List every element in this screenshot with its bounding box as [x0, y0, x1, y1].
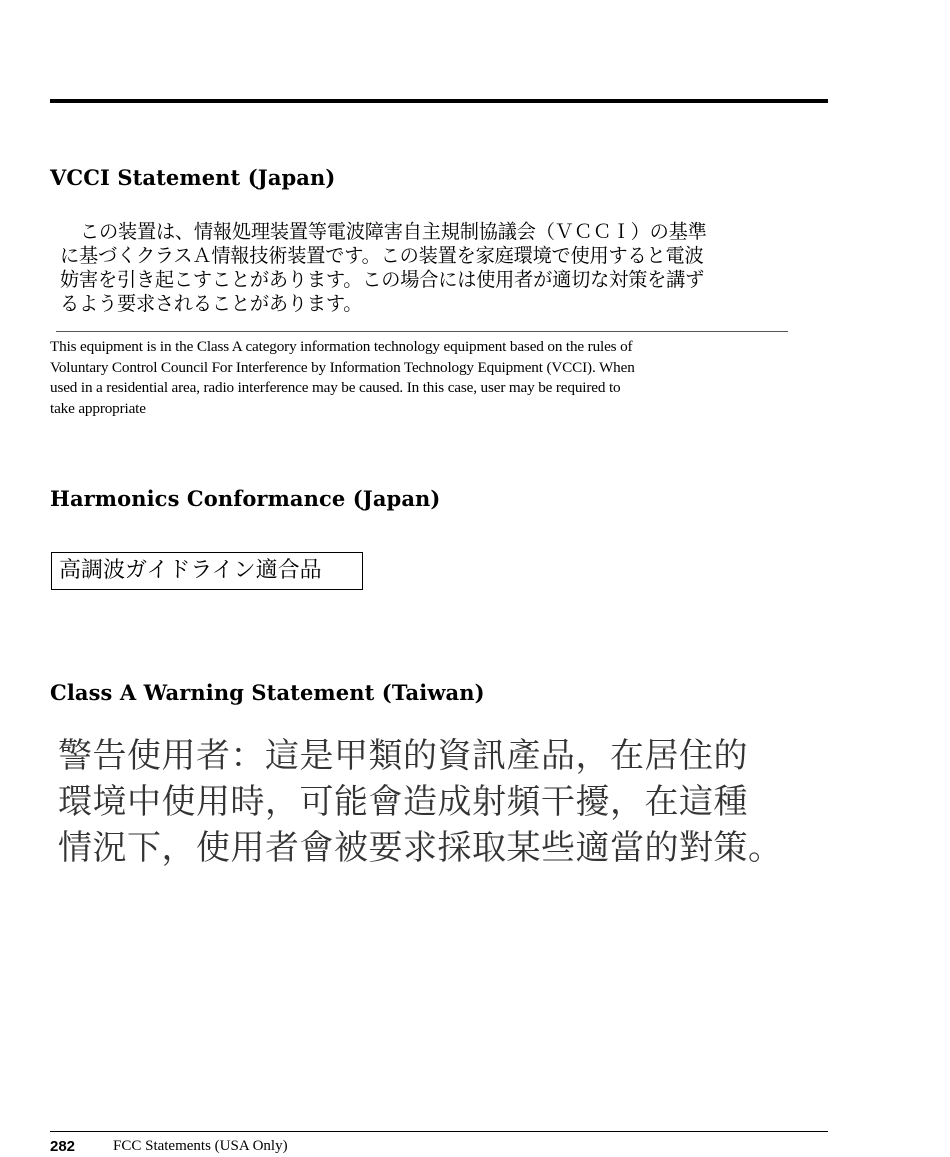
- vcci-japanese-statement: [60, 220, 780, 316]
- vcci-japanese-line: に基づくクラスＡ情報技術装置です。この装置を家庭環境で使用すると電波: [60, 244, 704, 267]
- harmonics-heading: Harmonics Conformance (Japan): [50, 486, 441, 511]
- taiwan-warning-line: 警告使用者：這是甲類的資訊產品，在居住的: [58, 736, 748, 776]
- footer-title: FCC Statements (USA Only): [113, 1138, 288, 1154]
- taiwan-warning-line: 情況下，使用者會被要求採取某些適當的對策。: [58, 828, 783, 868]
- vcci-english-statement: [50, 337, 790, 419]
- harmonics-conformance-label: 高調波ガイドライン適合品: [51, 552, 363, 590]
- vcci-japanese-line: 妨害を引き起こすことがあります。この場合には使用者が適切な対策を講ず: [60, 268, 705, 291]
- vcci-english-line: Voluntary Control Council For Interference by Information Technology Equipment (VCCI). When: [50, 358, 635, 376]
- vcci-heading: VCCI Statement (Japan): [50, 165, 336, 190]
- vcci-divider: [56, 331, 788, 332]
- top-divider: [50, 99, 828, 103]
- vcci-japanese-line: るよう要求されることがあります。: [60, 292, 363, 315]
- taiwan-warning-line: 環境中使用時，可能會造成射頻干擾，在這種: [58, 782, 748, 822]
- taiwan-heading: Class A Warning Statement (Taiwan): [50, 680, 485, 705]
- taiwan-warning-statement: [58, 733, 798, 871]
- vcci-japanese-line: この装置は、情報処理装置等電波障害自主規制協議会（ＶＣＣＩ）の基準: [80, 220, 707, 243]
- vcci-english-line: This equipment is in the Class A category information technology equipment based on the rules of: [50, 338, 633, 355]
- footer-divider: [50, 1131, 828, 1132]
- vcci-english-line: used in a residential area, radio interference may be caused. In this case, user may be required to: [50, 379, 621, 397]
- vcci-english-line: take appropriate: [50, 399, 146, 417]
- page-number: 282: [50, 1138, 76, 1155]
